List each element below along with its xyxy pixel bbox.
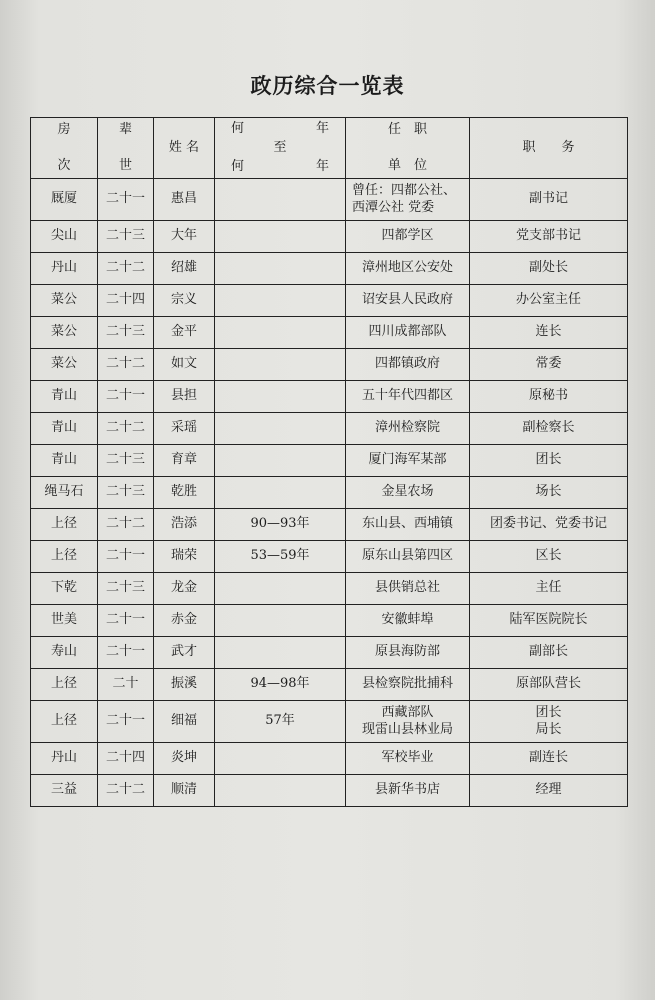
cell-name-text: 采瑶 <box>170 420 197 436</box>
cell-unit <box>346 573 470 605</box>
cell-unit <box>346 317 470 349</box>
cell-name-text: 浩添 <box>170 516 197 532</box>
cell-name <box>154 221 215 253</box>
cell-fang-text: 世美 <box>50 612 77 628</box>
cell-period <box>215 701 346 743</box>
cell-position-text: 办公室主任 <box>515 292 581 308</box>
cell-bei-text: 二十四 <box>105 292 145 308</box>
cell-bei <box>98 477 154 509</box>
cell-position <box>470 509 628 541</box>
cell-period <box>215 413 346 445</box>
cell-fang-text: 寿山 <box>50 644 77 660</box>
cell-fang <box>31 637 98 669</box>
cell-position-text: 主任 <box>535 580 562 596</box>
cell-unit <box>346 743 470 775</box>
header-period: 何 年 至 何 年 <box>215 118 346 179</box>
cell-period <box>215 605 346 637</box>
cell-unit-text: 漳州地区公安处 <box>361 260 453 276</box>
cell-bei <box>98 669 154 701</box>
cell-name <box>154 509 215 541</box>
cell-position-text: 副书记 <box>528 191 568 207</box>
cell-fang-text: 上径 <box>50 516 77 532</box>
cell-position <box>470 445 628 477</box>
cell-position <box>470 253 628 285</box>
cell-fang <box>31 743 98 775</box>
cell-position-text: 副检察长 <box>522 420 575 436</box>
cell-fang <box>31 605 98 637</box>
cell-bei <box>98 541 154 573</box>
cell-bei <box>98 413 154 445</box>
cell-fang-text: 丹山 <box>50 750 77 766</box>
cell-unit <box>346 179 470 221</box>
cell-period <box>215 179 346 221</box>
header-bei-bottom: 世 <box>118 157 132 173</box>
cell-position <box>470 605 628 637</box>
cell-name-text: 宗义 <box>170 292 197 308</box>
cell-bei <box>98 221 154 253</box>
table-row <box>31 701 628 743</box>
cell-unit-text: 曾任：四都公社、 <box>352 183 457 199</box>
cell-bei-text: 二十二 <box>105 260 145 276</box>
cell-name-text: 大年 <box>170 228 197 244</box>
cell-unit-text: 军校毕业 <box>381 750 434 766</box>
cell-unit-text: 厦门海军某部 <box>368 452 447 468</box>
cell-position <box>470 637 628 669</box>
cell-period <box>215 541 346 573</box>
cell-position-text-2: 局长 <box>535 721 562 737</box>
cell-name-text: 县担 <box>170 388 197 404</box>
cell-period <box>215 445 346 477</box>
cell-position <box>470 413 628 445</box>
cell-fang <box>31 317 98 349</box>
cell-bei <box>98 317 154 349</box>
cell-name <box>154 179 215 221</box>
cell-position <box>470 317 628 349</box>
cell-position <box>470 349 628 381</box>
cell-position-text: 副连长 <box>528 750 568 766</box>
cell-unit <box>346 381 470 413</box>
cell-period <box>215 637 346 669</box>
header-unit: 任 职 单 位 <box>346 118 470 179</box>
cell-position <box>470 669 628 701</box>
cell-name <box>154 349 215 381</box>
cell-name <box>154 413 215 445</box>
cell-position-text: 副处长 <box>528 260 568 276</box>
cell-fang <box>31 775 98 807</box>
cell-name <box>154 701 215 743</box>
table-row <box>31 605 628 637</box>
cell-period <box>215 509 346 541</box>
cell-unit <box>346 253 470 285</box>
cell-period-text: 57年 <box>265 713 295 729</box>
cell-position-text: 团长 <box>535 452 562 468</box>
cell-unit-text-2: 现雷山县林业局 <box>361 721 453 737</box>
cell-unit <box>346 477 470 509</box>
cell-name <box>154 541 215 573</box>
cell-name <box>154 573 215 605</box>
cell-unit <box>346 445 470 477</box>
cell-unit <box>346 413 470 445</box>
table-row <box>31 541 628 573</box>
cell-name-text: 惠昌 <box>170 191 197 207</box>
table-header-row <box>31 118 628 179</box>
cell-position <box>470 221 628 253</box>
cell-fang-text: 下乾 <box>50 580 77 596</box>
cell-period <box>215 285 346 317</box>
cell-unit-text: 漳州检察院 <box>374 420 440 436</box>
cell-unit-text: 安徽蚌埠 <box>381 612 434 628</box>
cell-unit-text: 原东山县第四区 <box>361 548 453 564</box>
table-row <box>31 413 628 445</box>
cell-position <box>470 743 628 775</box>
cell-name <box>154 285 215 317</box>
cell-period-text: 90—93年 <box>250 516 310 532</box>
cell-bei-text: 二十一 <box>105 644 145 660</box>
cell-fang-text: 青山 <box>50 388 77 404</box>
cell-fang <box>31 701 98 743</box>
cell-unit-text: 东山县、西埔镇 <box>361 516 453 532</box>
cell-bei <box>98 743 154 775</box>
cell-period <box>215 573 346 605</box>
cell-fang-text: 上径 <box>50 548 77 564</box>
cell-fang-text: 厩厦 <box>50 191 77 207</box>
cell-period <box>215 349 346 381</box>
cell-name <box>154 253 215 285</box>
cell-period <box>215 221 346 253</box>
cell-position <box>470 179 628 221</box>
table-row <box>31 573 628 605</box>
cell-position-text: 陆军医院院长 <box>509 612 588 628</box>
cell-unit-text: 县检察院批捕科 <box>361 676 453 692</box>
table-row <box>31 743 628 775</box>
cell-position <box>470 775 628 807</box>
cell-fang-text: 菜公 <box>50 356 77 372</box>
cell-position <box>470 701 628 743</box>
cell-unit-text: 四都学区 <box>381 228 434 244</box>
cell-position-text: 经理 <box>535 782 562 798</box>
cell-name <box>154 743 215 775</box>
cell-fang-text: 青山 <box>50 420 77 436</box>
cell-bei-text: 二十三 <box>105 580 145 596</box>
cell-name <box>154 317 215 349</box>
cell-fang <box>31 381 98 413</box>
cell-unit-text: 金星农场 <box>381 484 434 500</box>
cell-period <box>215 477 346 509</box>
cell-fang <box>31 477 98 509</box>
cell-name <box>154 477 215 509</box>
cell-unit-text: 五十年代四都区 <box>361 388 453 404</box>
cell-fang <box>31 669 98 701</box>
cell-bei-text: 二十二 <box>105 356 145 372</box>
table-row <box>31 221 628 253</box>
table-row <box>31 669 628 701</box>
cell-name <box>154 669 215 701</box>
cell-bei-text: 二十一 <box>105 713 145 729</box>
cell-fang-text: 青山 <box>50 452 77 468</box>
cell-bei-text: 二十四 <box>105 750 145 766</box>
cell-period-text: 94—98年 <box>250 676 310 692</box>
cell-fang <box>31 179 98 221</box>
cell-bei-text: 二十一 <box>105 612 145 628</box>
cell-position-text: 原秘书 <box>528 388 568 404</box>
cell-period-text: 53—59年 <box>250 548 310 564</box>
header-position: 职 务 <box>470 118 628 179</box>
cell-fang-text: 尖山 <box>50 228 77 244</box>
cell-bei-text: 二十一 <box>105 548 145 564</box>
header-fang-top: 房 <box>57 122 71 137</box>
cell-name-text: 炎坤 <box>170 750 197 766</box>
cell-bei <box>98 445 154 477</box>
cell-unit <box>346 285 470 317</box>
table-row <box>31 349 628 381</box>
cell-bei-text: 二十二 <box>105 516 145 532</box>
table-row <box>31 179 628 221</box>
cell-period <box>215 775 346 807</box>
cell-unit <box>346 605 470 637</box>
cell-unit <box>346 775 470 807</box>
cell-position-text: 区长 <box>535 548 562 564</box>
cell-fang <box>31 413 98 445</box>
table-row <box>31 637 628 669</box>
cell-bei <box>98 349 154 381</box>
header-bei-top: 辈 <box>118 122 132 137</box>
cell-unit <box>346 349 470 381</box>
cell-unit-text: 西藏部队 <box>381 705 434 721</box>
cell-bei-text: 二十二 <box>105 420 145 436</box>
header-fang-bottom: 次 <box>57 157 71 173</box>
cell-name-text: 绍雄 <box>170 260 197 276</box>
cell-fang-text: 三益 <box>50 782 77 798</box>
cell-bei-text: 二十三 <box>105 452 145 468</box>
cell-fang-text: 上径 <box>50 713 77 729</box>
cell-bei-text: 二十三 <box>105 228 145 244</box>
cell-bei <box>98 637 154 669</box>
cell-unit-text: 诏安县人民政府 <box>361 292 453 308</box>
cell-position <box>470 573 628 605</box>
cell-unit-text: 四川成都部队 <box>368 324 447 340</box>
cell-position-text: 副部长 <box>528 644 568 660</box>
cell-period <box>215 381 346 413</box>
cell-fang-text: 菜公 <box>50 324 77 340</box>
cell-name <box>154 381 215 413</box>
cell-bei-text: 二十三 <box>105 484 145 500</box>
cell-bei <box>98 509 154 541</box>
cell-name <box>154 637 215 669</box>
cell-position-text: 常委 <box>535 356 562 372</box>
cell-bei-text: 二十一 <box>105 388 145 404</box>
cell-position-text: 团长 <box>535 705 562 721</box>
cell-name <box>154 605 215 637</box>
cell-fang <box>31 445 98 477</box>
cell-name-text: 顺清 <box>170 782 197 798</box>
cell-bei <box>98 381 154 413</box>
cell-position-text: 连长 <box>535 324 562 340</box>
cell-period <box>215 669 346 701</box>
cell-name-text: 赤金 <box>170 612 197 628</box>
cell-fang <box>31 221 98 253</box>
cell-fang-text: 绳马石 <box>44 484 84 500</box>
cell-position <box>470 285 628 317</box>
table-row <box>31 317 628 349</box>
cell-name-text: 细福 <box>170 713 197 729</box>
cell-unit-text: 四都镇政府 <box>374 356 440 372</box>
cell-name-text: 龙金 <box>170 580 197 596</box>
cell-bei <box>98 573 154 605</box>
cell-name-text: 如文 <box>170 356 197 372</box>
cell-position-text: 场长 <box>535 484 562 500</box>
cell-unit <box>346 637 470 669</box>
cell-name-text: 乾胜 <box>170 484 197 500</box>
cell-fang-text: 丹山 <box>50 260 77 276</box>
cell-unit <box>346 541 470 573</box>
cell-fang-text: 上径 <box>50 676 77 692</box>
cell-unit-text-2: 西潭公社 党委 <box>352 199 435 215</box>
cell-position <box>470 477 628 509</box>
table-row <box>31 775 628 807</box>
cell-name-text: 育章 <box>170 452 197 468</box>
cell-position <box>470 541 628 573</box>
cell-unit-text: 原县海防部 <box>374 644 440 660</box>
cell-fang <box>31 509 98 541</box>
table-row <box>31 445 628 477</box>
cell-bei <box>98 285 154 317</box>
header-fang <box>31 118 98 179</box>
cell-period <box>215 317 346 349</box>
cell-bei-text: 二十一 <box>105 191 145 207</box>
cell-unit <box>346 509 470 541</box>
cell-bei <box>98 605 154 637</box>
table-body <box>31 179 628 807</box>
cell-bei-text: 二十三 <box>105 324 145 340</box>
cell-position-text: 党支部书记 <box>515 228 581 244</box>
cell-fang <box>31 285 98 317</box>
header-bei <box>98 118 154 179</box>
table-row <box>31 285 628 317</box>
cell-position-text: 团委书记、党委书记 <box>489 516 607 532</box>
header-name: 姓 名 <box>154 118 215 179</box>
table-row <box>31 381 628 413</box>
cell-name-text: 武才 <box>170 644 197 660</box>
cell-unit <box>346 669 470 701</box>
cell-name-text: 振溪 <box>170 676 197 692</box>
cell-period <box>215 253 346 285</box>
cell-fang <box>31 253 98 285</box>
cell-bei <box>98 701 154 743</box>
page-title: 政历综合一览表 <box>250 74 405 98</box>
cell-position-text: 原部队营长 <box>515 676 581 692</box>
cell-fang <box>31 541 98 573</box>
table-row <box>31 509 628 541</box>
cell-name-text: 金平 <box>170 324 197 340</box>
cell-unit <box>346 701 470 743</box>
cell-unit <box>346 221 470 253</box>
cell-fang <box>31 573 98 605</box>
cell-bei <box>98 179 154 221</box>
cadre-table <box>30 117 628 807</box>
cell-fang-text: 菜公 <box>50 292 77 308</box>
table-row <box>31 477 628 509</box>
cell-name-text: 瑞荣 <box>170 548 197 564</box>
cell-unit-text: 县新华书店 <box>374 782 440 798</box>
cell-name <box>154 445 215 477</box>
cell-unit-text: 县供销总社 <box>374 580 440 596</box>
cell-bei <box>98 775 154 807</box>
cell-period <box>215 743 346 775</box>
cell-position <box>470 381 628 413</box>
cell-bei-text: 二十 <box>112 676 139 692</box>
cell-fang <box>31 349 98 381</box>
table-row <box>31 253 628 285</box>
cell-bei <box>98 253 154 285</box>
cell-name <box>154 775 215 807</box>
cell-bei-text: 二十二 <box>105 782 145 798</box>
